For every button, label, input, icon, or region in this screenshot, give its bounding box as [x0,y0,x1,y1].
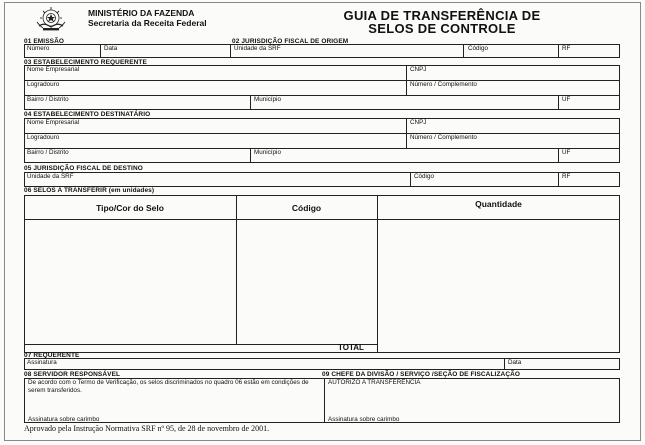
section-04-box [24,118,620,163]
chefe-autorizo-text: AUTORIZO A TRANSFERÊNCIA [328,379,421,386]
dest-bairro-label: Bairro / Distrito [27,149,69,156]
emissao-numero-label: Número [27,45,50,52]
servidor-assinatura-label: Assinatura sobre carimbo [28,416,100,423]
req-municipio-label: Município [254,96,281,103]
emissao-data-label: Data [104,45,118,52]
form-title-line1: GUIA DE TRANSFERÊNCIA DE [343,8,541,23]
section-04-title: 04 ESTABELECIMENTO DESTINATÁRIO [24,111,151,118]
servidor-declaration: De acordo com o Termo de Verificação, os selos discriminados no quadro 06 estão em condições de serem transferidos. [28,379,309,394]
req-numero-label: Número / Complemento [410,81,477,88]
section-05-title: 05 JURISDIÇÃO FISCAL DE DESTINO [24,165,143,172]
dest-uf-label: UF [562,149,571,156]
secretariat-name: Secretaria da Receita Federal [88,17,207,28]
origem-rf-label: RF [562,45,571,52]
dest-municipio-label: Município [254,149,281,156]
form-title-line2: SELOS DE CONTROLE [368,21,516,36]
requerente-data-label: Data [508,359,522,366]
origem-unidade-label: Unidade da SRF [234,45,281,52]
approval-footnote: Aprovado pela Instrução Normativa SRF nº 95, de 28 de novembro de 2001. [24,424,270,433]
req-bairro-label: Bairro / Distrito [27,96,69,103]
dest-numero-label: Número / Complemento [410,134,477,141]
section-07-box [24,358,620,370]
form-title [322,9,562,35]
total-label: TOTAL [338,343,364,352]
req-logradouro-label: Logradouro [27,81,60,88]
section-05-box [24,172,620,187]
destino-codigo-label: Código [414,173,434,180]
chefe-assinatura-label: Assinatura sobre carimbo [328,416,400,423]
col-tipo-header: Tipo/Cor do Selo [96,203,164,213]
section-08-title: 08 SERVIDOR RESPONSÁVEL [24,371,121,378]
dest-nome-label: Nome Empresarial [27,119,80,126]
section-02-title: 02 JURISDIÇÃO FISCAL DE ORIGEM [232,38,349,45]
section-03-title: 03 ESTABELECIMENTO REQUERENTE [24,59,147,66]
requerente-assinatura-label: Assinatura [27,359,57,366]
req-uf-label: UF [562,96,571,103]
dest-cnpj-label: CNPJ [410,119,427,126]
dest-logradouro-label: Logradouro [27,134,60,141]
ministry-header [88,9,207,28]
section-03-box [24,65,620,110]
ministry-name: MINISTÉRIO DA FAZENDA [88,8,195,18]
destino-unidade-label: Unidade da SRF [27,173,74,180]
section-06-title: 06 SELOS A TRANSFERIR (em unidades) [24,187,155,194]
req-cnpj-label: CNPJ [410,66,427,73]
destino-rf-label: RF [562,173,571,180]
section-01-title: 01 EMISSÃO [24,38,65,45]
col-codigo-header: Código [291,203,322,213]
coat-of-arms-icon [34,6,68,32]
req-nome-label: Nome Empresarial [27,66,80,73]
origem-codigo-label: Código [468,45,488,52]
section-07-title: 07 REQUERENTE [24,352,80,359]
section-09-title: 09 CHEFE DA DIVISÃO / SERVIÇO /SEÇÃO DE FISCALIZAÇÃO [322,371,521,378]
col-quantidade-header: Quantidade [475,199,522,209]
